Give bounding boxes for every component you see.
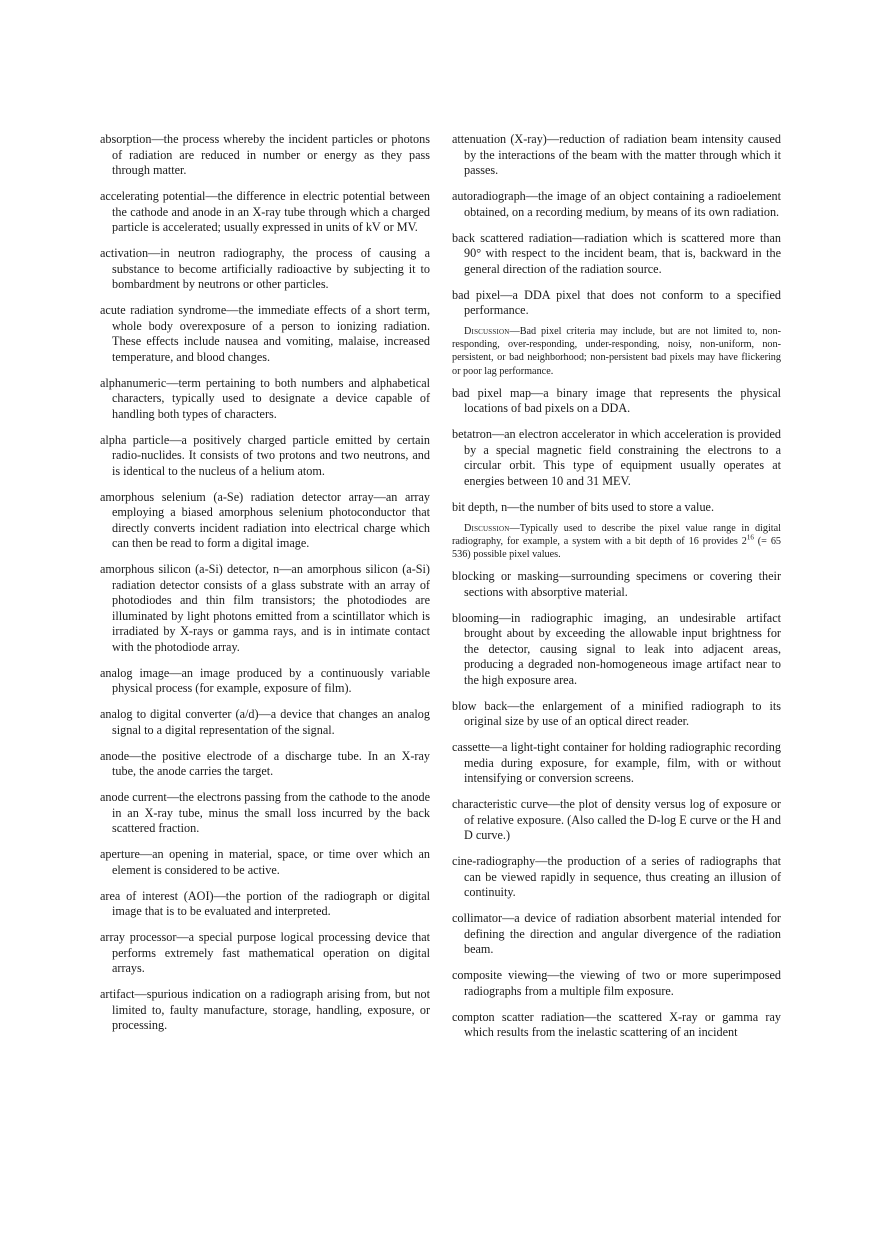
entry-definition: the electrons passing from the cathode to the anode in an X-ray tube, minus the small loss incurred by the back scattered fraction. (112, 790, 430, 835)
discussion-note: Discussion—Typically used to describe the pixel value range in digital radiography, for example, a system with a bit depth of 16 provides $2^{16}$ (= 65 536) possible pixel values. (452, 522, 782, 561)
entry-term: area of interest (AOI) (100, 888, 214, 903)
entry-definition: the difference in electric potential between the cathode and anode in an X-ray tube through which a charged particle is accelerated; usually expressed in units of kV or MV. (112, 189, 430, 234)
entry-term: artifact (100, 987, 135, 1001)
entry-definition: term pertaining to both numbers and alphabetical characters, typically used to designate a device capable of handling both types of characters. (112, 375, 430, 421)
entry-definition: surrounding specimens or covering their sections with absorptive material. (464, 569, 782, 599)
glossary-entry: collimator—a device of radiation absorbent material intended for defining the direction and angular divergence of the radiation beam. (452, 911, 781, 957)
entry-term: compton scatter radiation (452, 1009, 585, 1024)
right-column (452, 132, 781, 1051)
entry-definition: an array employing a biased amorphous selenium photoconductor that directly converts incident radiation into electrical charge which can then be read to form a digital image. (112, 489, 430, 550)
entry-definition: a positively charged particle emitted by certain radio-nuclides. It consists of two protons and two neutrons, and is identical to the nucleus of a helium atom. (112, 432, 430, 478)
glossary-entry: autoradiograph—the image of an object containing a radioelement obtained, on a recording medium, by means of its own radiation. (452, 189, 781, 219)
entry-term: collimator (452, 911, 503, 926)
entry-definition: an image produced by a continuously variable physical process (for example, exposure of film). (112, 665, 430, 695)
entry-definition: reduction of radiation beam intensity caused by the interactions of the beam with the matter through which it passes. (464, 132, 781, 177)
glossary-entry: analog to digital converter (a/d)—a device that changes an analog signal to a digital representation of the signal. (100, 707, 430, 737)
glossary-entry: cassette—a light-tight container for holding radiographic recording media during exposure, for example, film, with or without intensifying or conversion screens. (452, 740, 781, 786)
entry-term: betatron (452, 427, 492, 442)
glossary-entry: analog image—an image produced by a continuously variable physical process (for example, exposure of film). (100, 665, 430, 695)
entry-definition: the immediate effects of a short term, whole body overexposure of a person to ionizing radiation. These effects include nausea and vomiting, malaise, increased temperature, and blood changes. (112, 303, 430, 364)
glossary-entry: artifact—spurious indication on a radiograph arising from, but not limited to, faulty manufacture, storage, handling, exposure, or processing. (100, 987, 430, 1032)
entry-definition: the production of a series of radiographs that can be viewed rapidly in sequence, thus creating an illusion of continuity. (464, 854, 781, 900)
entry-term: blocking or masking (452, 569, 559, 584)
glossary-entry: area of interest (AOI)—the portion of the radiograph or digital image that is to be evaluated and interpreted. (100, 888, 430, 918)
entry-term: anode current (100, 790, 167, 804)
glossary-entry: compton scatter radiation—the scattered X-ray or gamma ray which results from the inelastic scattering of an incident (452, 1009, 781, 1040)
glossary-entry: amorphous selenium (a-Se) radiation detector array—an array employing a biased amorphous selenium photoconductor that directly converts incident radiation into electrical charge which can then be read to form a digital image. (100, 489, 430, 550)
entry-definition: the viewing of two or more superimposed radiographs from a multiple film exposure. (464, 968, 781, 998)
entry-term: bad pixel map (452, 385, 532, 400)
glossary-entry: blocking or masking—surrounding specimens or covering their sections with absorptive material. (452, 569, 782, 599)
glossary-entry: characteristic curve—the plot of density versus log of exposure or of relative exposure. (Also called the D-log E curve or the H and D curve.) (452, 797, 781, 843)
glossary-entry: absorption—the process whereby the incident particles or photons of radiation are reduced in number or energy as they pass through matter. (100, 132, 430, 177)
entry-definition: the positive electrode of a discharge tube. In an X-ray tube, the anode carries the target. (112, 748, 430, 778)
entry-term: analog to digital converter (a/d) (100, 707, 259, 721)
entry-term: back scattered radiation (452, 230, 573, 245)
entry-term: anode (100, 748, 130, 763)
glossary-entry: blow back—the enlargement of a minified radiograph to its original size by use of an optical direct reader. (452, 698, 781, 729)
glossary-entry: activation—in neutron radiography, the process of causing a substance to become artificially radioactive by subjecting it to bombardment by neutrons or other particles. (100, 246, 430, 291)
entry-term: analog image (100, 665, 170, 680)
glossary-entry: accelerating potential—the difference in electric potential between the cathode and anode in an X-ray tube through which a charged particle is accelerated; usually expressed in units of kV or MV. (100, 189, 430, 234)
entry-definition: an amorphous silicon (a-Si) radiation detector consists of a glass substrate with an array of photodiodes and thin film transistors; the photodiodes are illuminated by light photons emitted from a scintillator which is irradiated by X-rays or gamma rays, and is in intimate contact with the photodiode array. (112, 562, 430, 654)
entry-definition: the number of bits used to store a value. (519, 499, 714, 514)
glossary-entry: aperture—an opening in material, space, or time over which an element is considered to be active. (100, 847, 430, 877)
entry-definition: a binary image that represents the physical locations of bad pixels on a DDA. (464, 385, 781, 416)
entry-term: cine-radiography (452, 854, 536, 869)
glossary-entry: bad pixel map—a binary image that represents the physical locations of bad pixels on a DDA. (452, 385, 781, 416)
glossary-entry: cine-radiography—the production of a series of radiographs that can be viewed rapidly in sequence, thus creating an illusion of continuity. (452, 854, 781, 900)
left-column (100, 132, 430, 1044)
entry-term: attenuation (X-ray) (452, 132, 547, 146)
entry-term: amorphous selenium (a-Se) radiation detector array (100, 489, 374, 504)
entry-definition: the process whereby the incident particles or photons of radiation are reduced in number or energy as they pass through matter. (112, 132, 430, 177)
entry-term: alpha particle (100, 432, 170, 447)
entry-term: composite viewing (452, 968, 548, 983)
entry-definition: a device that changes an analog signal to a digital representation of the signal. (112, 707, 430, 737)
entry-term: bad pixel (452, 287, 501, 302)
glossary-entry: bit depth, n—the number of bits used to store a value. (452, 499, 714, 514)
entry-definition: a device of radiation absorbent material intended for defining the direction and angular divergence of the radiation beam. (464, 911, 781, 957)
entry-definition: in neutron radiography, the process of causing a substance to become artificially radioactive by subjecting it to bombardment by neutrons or other particles. (112, 246, 430, 291)
discussion-text-tail: (= 65 536) possible pixel values. (452, 536, 782, 561)
entry-term: accelerating potential (100, 189, 206, 203)
entry-term: cassette (452, 740, 490, 755)
entry-term: bit depth, n (452, 499, 508, 514)
entry-term: array processor (100, 930, 177, 944)
glossary-entry: array processor—a special purpose logical processing device that performs extremely fast mathematical operation on digital arrays. (100, 930, 431, 975)
glossary-entry: back scattered radiation—radiation which is scattered more than 90° with respect to the incident beam, that is, backward in the general direction of the radiation source. (452, 230, 781, 276)
glossary-entry: composite viewing—the viewing of two or more superimposed radiographs from a multiple film exposure. (452, 968, 781, 998)
glossary-entry: alphanumeric—term pertaining to both numbers and alphabetical characters, typically used to designate a device capable of handling both types of characters. (100, 375, 430, 421)
glossary-entry: anode current—the electrons passing from the cathode to the anode in an X-ray tube, minus the small loss incurred by the back scattered fraction. (100, 790, 430, 835)
glossary-entry: alpha particle—a positively charged particle emitted by certain radio-nuclides. It consists of two protons and two neutrons, and is identical to the nucleus of a helium atom. (100, 432, 430, 478)
entry-term: alphanumeric (100, 375, 167, 390)
discussion-text: Typically used to describe the pixel value range in digital radiography, for example, a system with a bit depth of 16 provides 2 (452, 522, 781, 548)
entry-term: autoradiograph (452, 189, 526, 203)
glossary-entry: anode—the positive electrode of a discharge tube. In an X-ray tube, the anode carries the target. (100, 748, 430, 778)
entry-term: activation (100, 246, 149, 260)
entry-definition: a light-tight container for holding radiographic recording media during exposure, for example, film, with or without intensifying or conversion screens. (464, 740, 781, 786)
glossary-entry: blooming—in radiographic imaging, an undesirable artifact brought about by exceeding the allowable input brightness for the detector, causing signal to leak into adjacent areas, producing a degraded non-homogeneous image artifact near to the high exposure area. (452, 610, 781, 687)
entry-definition: a special purpose logical processing device that performs extremely fast mathematical operation on digital arrays. (112, 930, 431, 975)
entry-definition: radiation which is scattered more than 90° with respect to the incident beam, that is, backward in the general direction of the radiation source. (464, 230, 781, 276)
discussion-label: Discussion (464, 326, 510, 337)
glossary-entry: bad pixel—a DDA pixel that does not conform to a specified performance. (452, 287, 781, 317)
glossary-entry: amorphous silicon (a-Si) detector, n—an amorphous silicon (a-Si) radiation detector consists of a glass substrate with an array of photodiodes and thin film transistors; the photodiodes are illuminated by light photons emitted from a scintillator which is irradiated by X-rays or gamma rays, and is in intimate contact with the photodiode array. (100, 562, 430, 654)
discussion-label: Discussion (464, 522, 510, 534)
entry-definition: in radiographic imaging, an undesirable artifact brought about by exceeding the allowable input brightness for the detector, causing signal to leak into adjacent areas, producing a degraded non-homogeneous image artifact near to the high exposure area. (464, 610, 781, 687)
entry-term: blow back (452, 698, 508, 713)
exponent: 16 (746, 533, 754, 542)
glossary-entry: attenuation (X-ray)—reduction of radiation beam intensity caused by the interactions of the beam with the matter through which it passes. (452, 132, 781, 177)
entry-definition: the scattered X-ray or gamma ray which results from the inelastic scattering of an incident (464, 1009, 781, 1040)
entry-definition: the enlargement of a minified radiograph to its original size by use of an optical direct reader. (464, 698, 781, 729)
discussion-note: Discussion—Bad pixel criteria may include, but are not limited to, non-responding, over-responding, under-responding, noisy, non-uniform, non-persistent, or bad neighborhood; non-persistent bad pixels may have flickering or poor lag performance. (452, 326, 781, 377)
entry-definition: the image of an object containing a radioelement obtained, on a recording medium, by means of its own radiation. (464, 189, 781, 219)
glossary-entry: acute radiation syndrome—the immediate effects of a short term, whole body overexposure of a person to ionizing radiation. These effects include nausea and vomiting, malaise, increased temperature, and blood changes. (100, 303, 430, 364)
entry-term: absorption (100, 132, 152, 146)
glossary-entry: betatron—an electron accelerator in which acceleration is provided by a special magnetic field constraining the electrons to a circular orbit. This type of equipment usually operates at energies between 10 and 31 MEV. (452, 427, 781, 488)
entry-definition: spurious indication on a radiograph arising from, but not limited to, faulty manufacture, storage, handling, exposure, or processing. (112, 987, 430, 1032)
entry-term: aperture (100, 847, 140, 861)
entry-term: amorphous silicon (a-Si) detector, n (100, 562, 280, 576)
entry-definition: the portion of the radiograph or digital image that is to be evaluated and interpreted. (112, 888, 430, 918)
entry-definition: an opening in material, space, or time over which an element is considered to be active. (112, 847, 430, 877)
entry-term: acute radiation syndrome (100, 303, 227, 317)
entry-definition: a DDA pixel that does not conform to a specified performance. (464, 287, 781, 317)
entry-term: characteristic curve (452, 797, 548, 812)
discussion-text: Bad pixel criteria may include, but are not limited to, non-responding, over-responding, under-responding, noisy, non-uniform, non-persistent, or bad neighborhood; non-persistent bad pixels may have flickering or poor lag performance. (452, 326, 781, 377)
entry-term: blooming (452, 610, 499, 625)
entry-definition: an electron accelerator in which acceleration is provided by a special magnetic field constraining the electrons to a circular orbit. This type of equipment usually operates at energies between 10 and 31 MEV. (464, 427, 781, 488)
entry-definition: the plot of density versus log of exposure or of relative exposure. (Also called the D-log E curve or the H and D curve.) (464, 797, 781, 843)
